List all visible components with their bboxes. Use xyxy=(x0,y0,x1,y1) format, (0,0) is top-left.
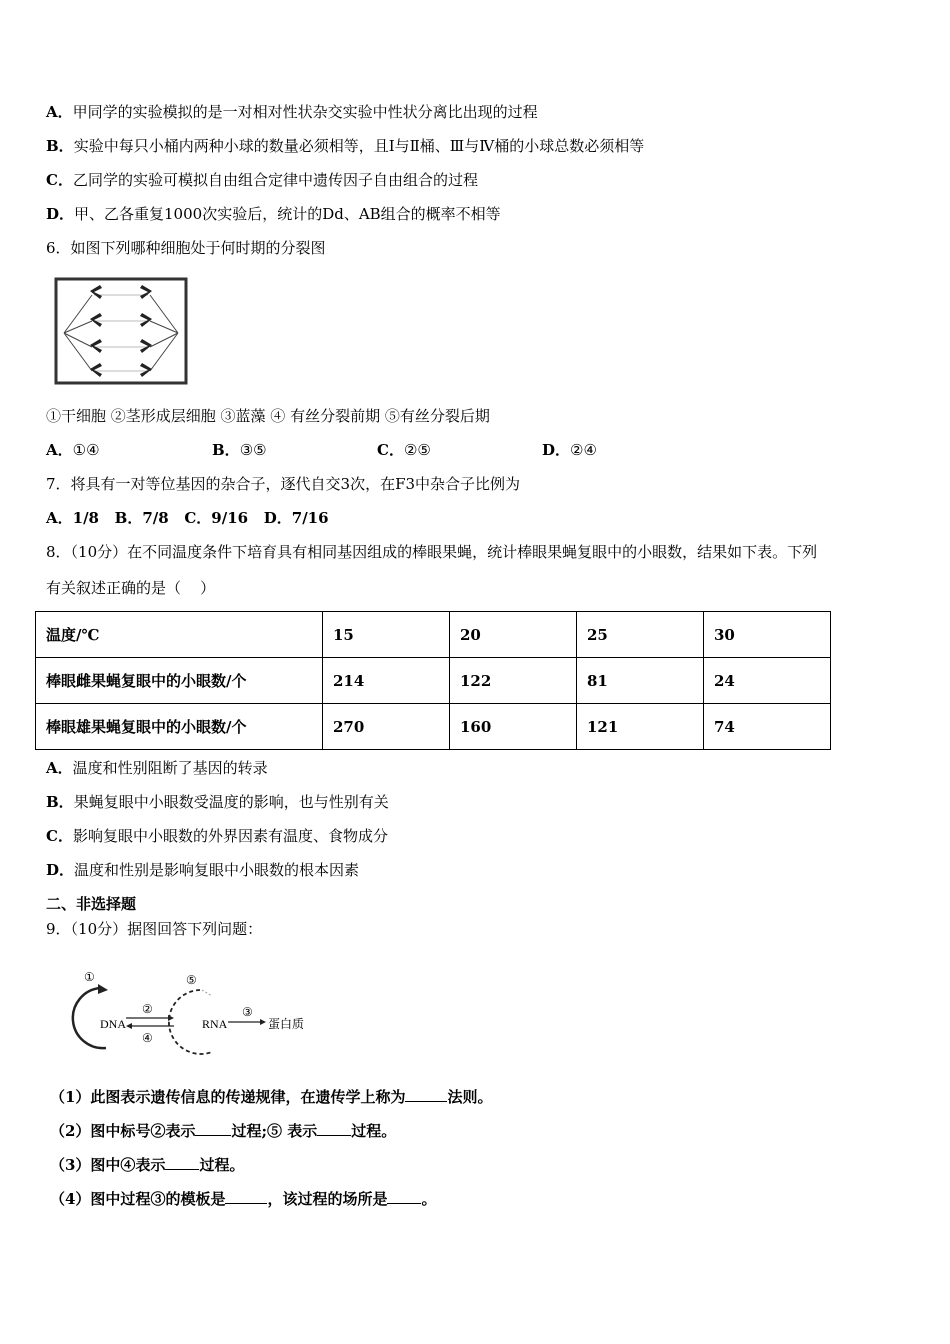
answer-blank[interactable] xyxy=(405,1086,447,1102)
q8-option-d: D．温度和性别是影响复眼中小眼数的根本因素 xyxy=(46,861,360,879)
q6-option-d: D．②④ xyxy=(542,441,597,459)
q8-option-b: B．果蝇复眼中小眼数受温度的影响，也与性别有关 xyxy=(46,793,389,811)
central-dogma-diagram xyxy=(62,970,322,1064)
label-1: ① xyxy=(84,970,95,984)
q7-options: A．1/8 B．7/8 C．9/16 D．7/16 xyxy=(46,509,329,527)
q9-sub3: （3）图中④表示 过程。 xyxy=(50,1156,245,1174)
label-3: ③ xyxy=(242,1005,253,1019)
label-5: ⑤ xyxy=(186,973,197,987)
table-cell: 棒眼雌果蝇复眼中的小眼数/个 xyxy=(36,658,323,704)
temperature-table xyxy=(35,611,831,750)
q6-option-b: B．③⑤ xyxy=(212,441,267,459)
answer-blank[interactable] xyxy=(317,1120,351,1136)
table-cell: 74 xyxy=(704,704,831,750)
answer-blank[interactable] xyxy=(225,1188,267,1204)
table-cell: 81 xyxy=(577,658,704,704)
q9-sub1: （1）此图表示遗传信息的传递规律，在遗传学上称为 法则。 xyxy=(50,1088,493,1106)
table-cell: 15 xyxy=(323,612,450,658)
table-row xyxy=(36,704,831,750)
table-cell: 30 xyxy=(704,612,831,658)
table-cell: 24 xyxy=(704,658,831,704)
q6-option-a: A．①④ xyxy=(46,441,100,459)
answer-blank[interactable] xyxy=(165,1154,199,1170)
table-cell: 棒眼雄果蝇复眼中的小眼数/个 xyxy=(36,704,323,750)
q5-option-d: D．甲、乙各重复1000次实验后，统计的Dd、AB组合的概率不相等 xyxy=(46,205,501,223)
table-row xyxy=(36,658,831,704)
table-cell: 160 xyxy=(450,704,577,750)
q5-option-b: B．实验中每只小桶内两种小球的数量必须相等，且Ⅰ与Ⅱ桶、Ⅲ与Ⅳ桶的小球总数必须相等 xyxy=(46,137,645,155)
q8-stem-line1: 8．（10分）在不同温度条件下培育具有相同基因组成的棒眼果蝇，统计棒眼果蝇复眼中的小眼数，结果如下表。下列 xyxy=(46,543,818,561)
section-title: 二、非选择题 xyxy=(46,895,137,913)
table-cell: 122 xyxy=(450,658,577,704)
q5-option-a: A．甲同学的实验模拟的是一对相对性状杂交实验中性状分离比出现的过程 xyxy=(46,103,538,121)
table-cell: 270 xyxy=(323,704,450,750)
protein-label: 蛋白质 xyxy=(268,1017,305,1031)
q6-option-c: C．②⑤ xyxy=(377,441,431,459)
q7-stem: 7．将具有一对等位基因的杂合子，逐代自交3次，在F3中杂合子比例为 xyxy=(46,475,521,493)
table-cell: 20 xyxy=(450,612,577,658)
cell-division-figure xyxy=(54,277,190,391)
table-header-row xyxy=(36,612,831,658)
q6-stem: 6．如图下列哪种细胞处于何时期的分裂图 xyxy=(46,239,326,257)
rna-label: RNA xyxy=(202,1017,228,1031)
q9-sub2: （2）图中标号②表示 过程;⑤ 表示 过程。 xyxy=(50,1122,397,1140)
q8-stem-line2: 有关叙述正确的是（ ） xyxy=(46,579,216,597)
label-4: ④ xyxy=(142,1031,153,1045)
table-cell: 25 xyxy=(577,612,704,658)
table-cell: 121 xyxy=(577,704,704,750)
label-2: ② xyxy=(142,1002,153,1016)
q6-choices: ①干细胞 ②茎形成层细胞 ③蓝藻 ④ 有丝分裂前期 ⑤有丝分裂后期 xyxy=(46,407,490,425)
q5-option-c: C．乙同学的实验可模拟自由组合定律中遗传因子自由组合的过程 xyxy=(46,171,478,189)
q9-stem: 9．（10分）据图回答下列问题： xyxy=(46,920,263,938)
q8-option-c: C．影响复眼中小眼数的外界因素有温度、食物成分 xyxy=(46,827,388,845)
table-cell: 温度/℃ xyxy=(36,612,323,658)
dna-label: DNA xyxy=(100,1017,126,1031)
answer-blank[interactable] xyxy=(387,1188,421,1204)
q8-option-a: A．温度和性别阻断了基因的转录 xyxy=(46,759,268,777)
answer-blank[interactable] xyxy=(195,1120,231,1136)
q9-sub4: （4）图中过程③的模板是 ，该过程的场所是 。 xyxy=(50,1190,437,1208)
table-cell: 214 xyxy=(323,658,450,704)
